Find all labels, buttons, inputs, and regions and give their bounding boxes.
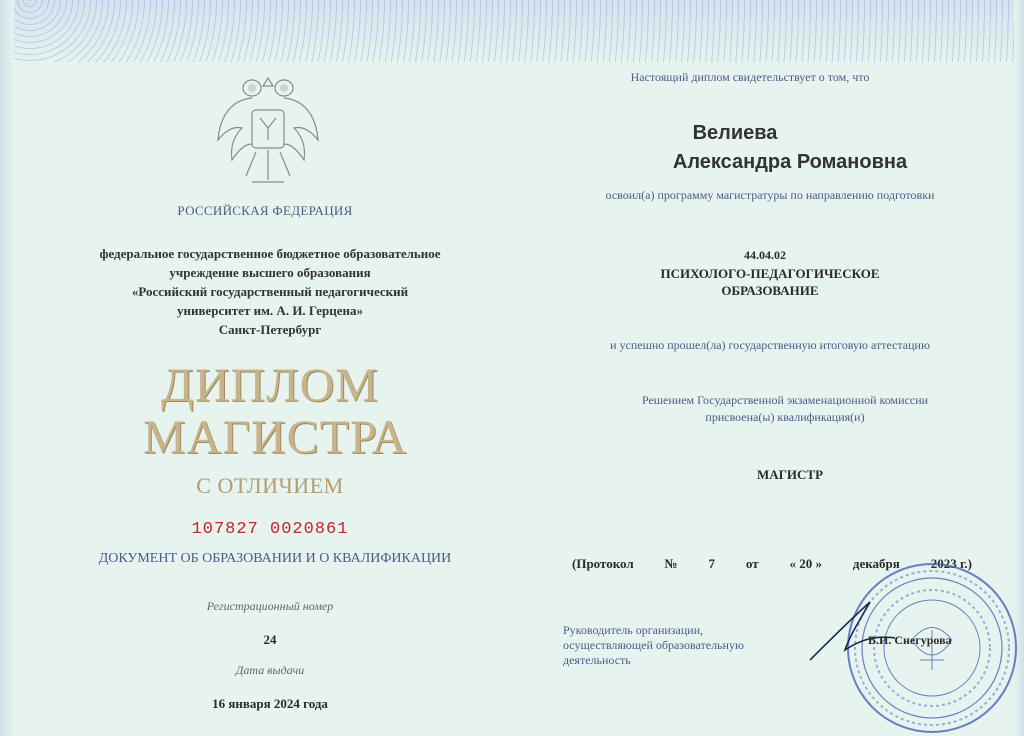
protocol-part: « 20 »: [789, 556, 823, 571]
institution-name: [80, 244, 460, 339]
specialty-name: [620, 265, 920, 299]
protocol-part: 7: [708, 556, 716, 571]
institution-line: учреждение высшего образования: [169, 265, 371, 280]
decision-line: Решением Государственной экзаменационной комиссии: [641, 393, 929, 407]
diploma-title-line1: ДИПЛОМ: [161, 359, 379, 412]
protocol-part: (Протокол: [572, 556, 634, 571]
attestation-text: и успешно прошел(ла) государственную итоговую аттестацию: [610, 338, 930, 352]
specialty-line: ПСИХОЛОГО-ПЕДАГОГИЧЕСКОЕ: [660, 266, 880, 281]
institution-line: «Российский государственный педагогический: [131, 284, 409, 299]
program-code: 44.04.02: [744, 248, 786, 262]
issue-date-label: Дата выдачи: [235, 663, 305, 677]
signatory-name: В.И. Снегурова: [868, 633, 952, 647]
intro-text: Настоящий диплом свидетельствует о том, что: [630, 70, 870, 84]
issue-date: 16 января 2024 года: [212, 696, 328, 711]
registration-number: 24: [263, 632, 277, 647]
country-name: РОССИЙСКАЯ ФЕДЕРАЦИЯ: [177, 203, 353, 218]
document-type: ДОКУМЕНТ ОБ ОБРАЗОВАНИИ И О КВАЛИФИКАЦИИ: [98, 551, 452, 566]
decorative-border-top: [0, 0, 1024, 62]
protocol-part: №: [664, 556, 678, 571]
institution-line: университет им. А. И. Герцена»: [177, 303, 363, 318]
head-line: деятельность: [563, 653, 631, 667]
head-line: осуществляющей образовательную: [563, 638, 744, 652]
specialty-line: ОБРАЗОВАНИЕ: [721, 283, 819, 298]
registration-label: Регистрационный номер: [206, 599, 334, 613]
emblem-icon: [212, 70, 324, 190]
qualification: МАГИСТР: [756, 467, 824, 482]
commission-decision: [570, 392, 1000, 426]
protocol-part: декабря: [852, 556, 900, 571]
institution-line: федеральное государственное бюджетное образовательное: [99, 246, 441, 261]
honors-label: С ОТЛИЧИЕМ: [196, 473, 344, 498]
decorative-border-left: [0, 0, 14, 736]
graduate-given-names: Александра Романовна: [672, 151, 908, 173]
serial-number: 107827 0020861: [191, 520, 349, 539]
diploma-title-line2: МАГИСТРА: [142, 411, 408, 464]
program-text: освоил(а) программу магистратуры по направлению подготовки: [605, 188, 935, 202]
institution-line: Санкт-Петербург: [218, 322, 322, 337]
head-of-organization-label: [563, 623, 803, 668]
graduate-surname: Велиева: [692, 122, 778, 144]
protocol-part: 2023 г.): [930, 556, 972, 571]
head-line: Руководитель организации,: [563, 623, 704, 637]
protocol-part: от: [745, 556, 759, 571]
signature-icon: [800, 590, 920, 670]
decision-line: присвоена(ы) квалификация(и): [705, 410, 865, 424]
